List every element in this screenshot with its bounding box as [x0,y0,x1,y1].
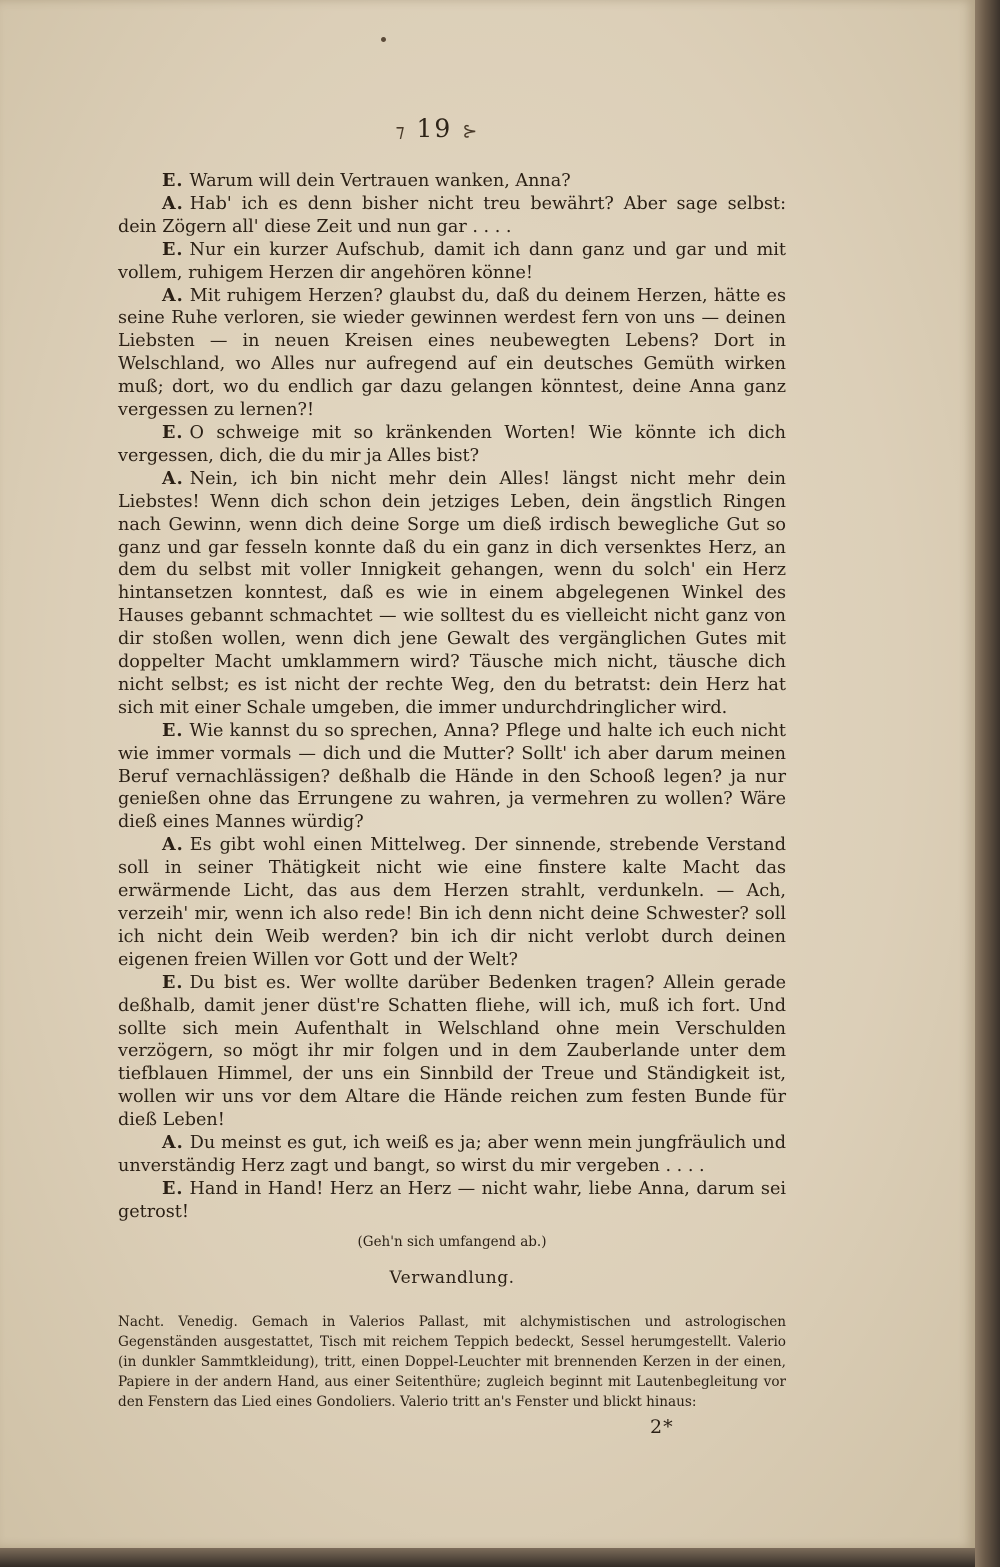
speech-text: Wie kannst du so sprechen, Anna? Pflege und halte ich euch nicht wie immer vormals — dich und die Mutter? Sollt' ich aber darum meinen Beruf vernachlässigen? deßhalb die Hände in den Schooß legen? ja nur genießen ohne das Errungene zu wahren, ja vermehren zu wollen? Wäre dieß eines Mannes würdig? [118,720,786,833]
speaker-label: E. [162,170,184,191]
dialogue-paragraph [118,1132,786,1178]
speech-text: Hand in Hand! Herz an Herz — nicht wahr, liebe Anna, darum sei getrost! [118,1178,786,1222]
dialogue-paragraph [118,239,786,285]
speaker-label: E. [162,719,184,741]
dialogue-paragraph [118,1178,786,1224]
speech-text: Mit ruhigem Herzen? glaubst du, daß du deinem Herzen, hätte es seine Ruhe verloren, sie wieder gewinnen werdest fern von uns — deinen Liebsten — in neuen Kreisen eines neubewegten Lebens? Dort in Welschland, wo Alles nur aufregend auf ein deutsches Gemüth wirken muß; dort, wo du endlich gar dazu gelangen könntest, deine Anna ganz vergessen zu lernen?! [118,285,786,421]
speech-text: Hab' ich es denn bisher nicht treu bewährt? Aber sage selbst: dein Zögern all' diese Zeit und nun gar . . . . [118,193,786,237]
speaker-label: A. [162,1132,184,1154]
page-number-value: 19 [416,114,453,143]
ink-speck [381,37,386,42]
scene-heading: Verwandlung. [389,1268,515,1288]
dialogue-paragraph [118,422,786,468]
speech-text: O schweige mit so kränkenden Worten! Wie könnte ich dich vergessen, dich, die du mir ja Alles bist? [118,422,786,466]
dialogue-paragraph [118,468,786,720]
stage-direction: (Geh'n sich umfangend ab.) [357,1234,547,1250]
book-bottom-edge [0,1548,975,1567]
speaker-label: E. [162,421,184,443]
speech-text: Nur ein kurzer Aufschub, damit ich dann ganz und gar und mit vollem, ruhigem Herzen dir angehören könne! [118,239,786,283]
scene-description: Nacht. Venedig. Gemach in Valerios Pallast, mit alchymistischen und astrologischen Gegenständen ausgestattet, Tisch mit reichem Teppich bedeckt, Sessel herumgestellt. Valerio (in dunkler Sammtkleidung), tritt, einen Doppel-Leuchter mit brennenden Kerzen in der einen, Papiere in der andern Hand, aus einer Seitenthüre; zugleich beginnt mit Lautenbegleitung vor den Fenstern das Lied eines Gondoliers. Valerio tritt an's Fenster und blickt hinaus: [118,1314,786,1410]
dialogue-paragraph [118,193,786,239]
speaker-label: A. [162,284,184,306]
speaker-label: A. [162,192,184,214]
dialogue-paragraph [118,834,786,971]
speaker-label: A. [162,834,184,856]
speech-text: Du bist es. Wer wollte darüber Bedenken tragen? Allein gerade deßhalb, damit jener düst're Schatten fliehe, will ich, muß ich fort. Und sollte sich mein Aufenthalt in Welschland ohne mein Verschulden verzögern, so mögt ihr mir folgen und in dem Zauberlande unter dem tiefblauen Himmel, der uns ein Sinnbild der Treue und Ständigkeit ist, wollen wir uns vor dem Altare die Hände reichen zum festen Bunde für dieß Leben! [118,972,786,1131]
signature-mark: 2* [650,1416,674,1438]
page-number [0,114,875,143]
dialogue-paragraph [118,972,786,1132]
speaker-label: E. [162,971,184,993]
speech-text: Warum will dein Vertrauen wanken, Anna? [189,171,571,191]
dialogue-paragraph [118,285,786,422]
ornament-right-icon: ⊱ [462,121,480,142]
speech-text: Es gibt wohl einen Mittelweg. Der sinnende, strebende Verstand soll in seiner Thätigkeit nicht wie eine finstere kalte Macht das erwärmende Licht, das aus dem Herzen strahlt, verdunkeln. — Ach, verzeih' mir, wenn ich also rede! Bin ich denn nicht deine Schwester? soll ich nicht dein Weib werden? bin ich dir nicht verlobt durch deinen eigenen freien Willen vor Gott und der Welt? [118,835,786,970]
dialogue-paragraph [118,170,786,193]
speaker-label: E. [162,1177,184,1199]
speech-text: Nein, ich bin nicht mehr dein Alles! längst nicht mehr dein Liebstes! Wenn dich schon dein jetziges Leben, dein ängstlich Ringen nach Gewinn, wenn dich deine Sorge um dieß irdisch bewegliche Gut so ganz und gar fesseln konnte daß du ein ganz in dich versenktes Herz, an dem du selbst mit voller Innigkeit gehangen, wenn du solch' ein Herz hintansetzen konntest, daß es wie in einem abgelegenen Winkel des Hauses gebannt schmachtet — wie solltest du es vielleicht nicht ganz von dir stoßen wollen, wenn dich jene Gewalt des vergänglichen Gutes mit doppelter Macht umklammern wird? Täusche mich nicht, täusche dich nicht selbst; es ist nicht der rechte Weg, den du betratst: dein Herz hat sich mit einer Schale umgeben, die immer undurchdringlicher wird. [118,468,786,718]
ornament-left-icon: ⁊ [395,121,407,142]
book-edge [975,0,1000,1567]
speaker-label: E. [162,238,184,260]
speech-text: Du meinst es gut, ich weiß es ja; aber wenn mein jungfräulich und unverständig Herz zagt und bangt, so wirst du mir vergeben . . . . [118,1133,786,1176]
speaker-label: A. [162,467,184,489]
dialogue-paragraph [118,720,786,835]
dialogue-text [118,170,786,1224]
